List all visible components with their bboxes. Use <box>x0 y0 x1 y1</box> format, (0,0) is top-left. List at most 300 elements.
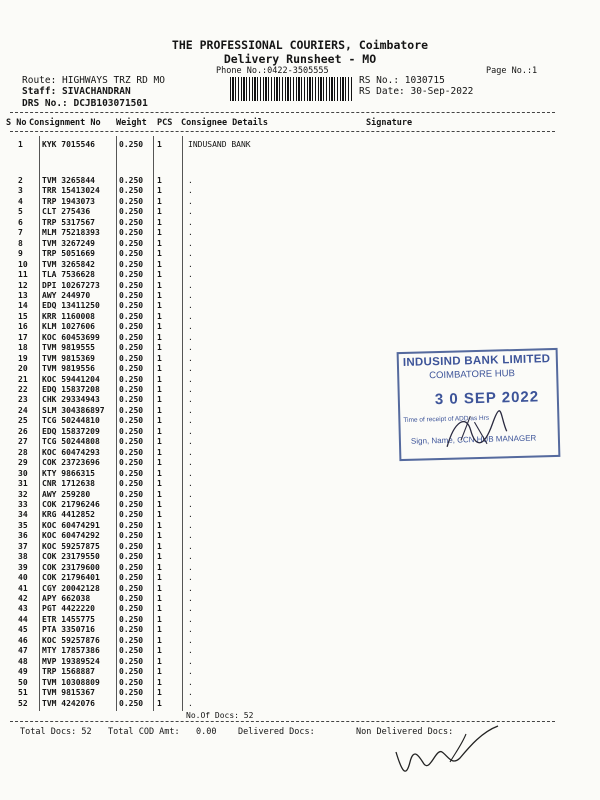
row-sno: 44 <box>18 614 28 624</box>
row-pcs: 1 <box>157 353 162 363</box>
row-sno: 35 <box>18 520 28 530</box>
row-weight: 0.250 <box>119 385 144 394</box>
row-consignment: TVM 4242076 <box>42 698 95 708</box>
table-row <box>0 687 600 698</box>
row-pcs: 1 <box>157 290 162 300</box>
row-sno: 31 <box>18 479 28 489</box>
row-pcs: 1 <box>157 270 162 280</box>
row-consignment: AWY 244970 <box>42 290 91 300</box>
drs-number: DRS No.: DCJB103071501 <box>22 98 148 109</box>
row-pcs: 1 <box>157 541 162 551</box>
rs-number: RS No.: 1030715 <box>359 75 445 86</box>
page-number: Page No.:1 <box>486 66 538 76</box>
row-sno: 39 <box>18 562 28 572</box>
row-weight: 0.250 <box>119 468 144 478</box>
row-consignee: . <box>188 479 193 489</box>
row-consignment: CHK 29334943 <box>42 395 100 405</box>
row-pcs: 1 <box>157 217 162 227</box>
row-consignee: . <box>188 447 193 457</box>
row-consignment: COK 23179550 <box>42 552 100 562</box>
row-consignee: . <box>188 217 193 227</box>
row-consignee: . <box>188 364 193 374</box>
row-consignee: INDUSAND BANK <box>188 140 251 149</box>
row-weight: 0.250 <box>119 489 144 499</box>
row-weight: 0.250 <box>119 395 144 405</box>
row-sno: 11 <box>18 270 28 280</box>
row-pcs: 1 <box>157 374 162 384</box>
row-consignment: TRP 1568887 <box>42 667 95 677</box>
row-sno: 29 <box>18 458 28 468</box>
row-consignment: KOC 60474293 <box>42 447 100 457</box>
row-weight: 0.250 <box>119 625 144 635</box>
table-row <box>0 624 600 635</box>
non-delivered-docs: Non Delivered Docs: <box>356 727 454 737</box>
row-consignee: . <box>188 583 193 593</box>
row-sno: 21 <box>18 374 28 384</box>
row-consignment: EDQ 13411250 <box>42 301 100 311</box>
row-pcs: 1 <box>157 301 162 311</box>
col-pcs: PCS <box>157 118 173 128</box>
row-consignment: PTA 3350716 <box>42 625 95 635</box>
row-consignee: . <box>188 395 193 405</box>
row-weight: 0.250 <box>119 140 144 149</box>
row-sno: 12 <box>18 280 28 290</box>
table-row <box>0 332 600 343</box>
row-consignment: CLT 275436 <box>42 207 91 217</box>
row-weight: 0.250 <box>119 196 144 206</box>
row-weight: 0.250 <box>119 311 144 321</box>
row-pcs: 1 <box>157 186 162 196</box>
row-sno: 22 <box>18 385 28 394</box>
row-weight: 0.250 <box>119 688 144 698</box>
row-weight: 0.250 <box>119 364 144 374</box>
row-pcs: 1 <box>157 176 162 185</box>
table-row <box>0 551 600 562</box>
row-sno: 5 <box>18 207 23 217</box>
row-weight: 0.250 <box>119 207 144 217</box>
table-row <box>0 185 600 196</box>
table-row <box>0 468 600 479</box>
row-sno: 1 <box>18 140 23 149</box>
row-consignee: . <box>188 426 193 436</box>
table-row <box>0 290 600 301</box>
total-cod-value: 0.00 <box>196 727 217 737</box>
row-sno: 46 <box>18 635 28 645</box>
row-pcs: 1 <box>157 343 162 353</box>
row-consignment: COK 21796246 <box>42 499 100 509</box>
row-pcs: 1 <box>157 249 162 259</box>
row-weight: 0.250 <box>119 447 144 457</box>
row-weight: 0.250 <box>119 416 144 426</box>
row-weight: 0.250 <box>119 604 144 614</box>
row-consignment: KOC 59257875 <box>42 541 100 551</box>
row-sno: 3 <box>18 186 23 196</box>
delivered-docs: Delivered Docs: <box>238 727 315 737</box>
row-consignee: . <box>188 552 193 562</box>
row-sno: 36 <box>18 531 28 541</box>
row-weight: 0.250 <box>119 531 144 541</box>
stamp-date: 3 0 SEP 2022 <box>434 388 540 409</box>
no-of-docs: No.Of Docs: 52 <box>186 711 254 720</box>
row-pcs: 1 <box>157 614 162 624</box>
signature-icon <box>390 722 505 784</box>
row-consignment: TVM 3267249 <box>42 238 95 248</box>
row-consignee: . <box>188 531 193 541</box>
row-sno: 45 <box>18 625 28 635</box>
row-consignment: KRG 4412852 <box>42 510 95 520</box>
row-consignee: . <box>188 468 193 478</box>
row-sno: 42 <box>18 594 28 603</box>
row-consignee: . <box>188 656 193 666</box>
row-consignment: MLM 75218393 <box>42 228 100 238</box>
table-row <box>0 457 600 468</box>
row-pcs: 1 <box>157 437 162 447</box>
row-consignment: CGY 20042128 <box>42 583 100 593</box>
row-consignment: KOC 59441204 <box>42 374 100 384</box>
table-row <box>0 656 600 667</box>
row-consignment: MTY 17857386 <box>42 646 100 656</box>
row-weight: 0.250 <box>119 510 144 520</box>
row-pcs: 1 <box>157 625 162 635</box>
row-pcs: 1 <box>157 447 162 457</box>
bank-receipt-stamp <box>397 348 561 461</box>
row-consignee: . <box>188 594 193 603</box>
row-weight: 0.250 <box>119 332 144 342</box>
row-consignee: . <box>188 489 193 499</box>
col-sno: S No <box>6 118 27 128</box>
table-row <box>0 300 600 311</box>
row-consignee: . <box>188 238 193 248</box>
row-sno: 38 <box>18 552 28 562</box>
col-consignment: Consignment No <box>29 118 101 128</box>
row-consignment: AWY 259280 <box>42 489 91 499</box>
row-weight: 0.250 <box>119 573 144 583</box>
row-weight: 0.250 <box>119 228 144 238</box>
row-sno: 15 <box>18 311 28 321</box>
row-weight: 0.250 <box>119 290 144 300</box>
phone-number: Phone No.:0422-3505555 <box>216 66 329 76</box>
row-weight: 0.250 <box>119 520 144 530</box>
row-consignee: . <box>188 437 193 447</box>
table-row <box>0 478 600 489</box>
row-weight: 0.250 <box>119 667 144 677</box>
row-weight: 0.250 <box>119 176 144 185</box>
row-consignee: . <box>188 259 193 269</box>
row-consignment: KOC 60453699 <box>42 332 100 342</box>
staff: Staff: SIVACHANDRAN <box>22 86 131 97</box>
row-consignee: . <box>188 343 193 353</box>
row-consignee: . <box>188 280 193 290</box>
row-sno: 7 <box>18 228 23 238</box>
table-row <box>0 227 600 238</box>
row-consignment: TVM 9815369 <box>42 353 95 363</box>
row-consignment: EDQ 15837208 <box>42 385 100 394</box>
row-consignment: KLM 1027606 <box>42 322 95 332</box>
row-weight: 0.250 <box>119 541 144 551</box>
row-sno: 14 <box>18 301 28 311</box>
row-consignment: TVM 9815367 <box>42 688 95 698</box>
row-pcs: 1 <box>157 573 162 583</box>
row-weight: 0.250 <box>119 583 144 593</box>
row-consignment: KOC 59257876 <box>42 635 100 645</box>
total-docs: Total Docs: 52 <box>20 727 92 737</box>
row-sno: 18 <box>18 343 28 353</box>
row-pcs: 1 <box>157 583 162 593</box>
row-sno: 10 <box>18 259 28 269</box>
row-consignee: . <box>188 688 193 698</box>
table-row <box>0 677 600 688</box>
row-sno: 27 <box>18 437 28 447</box>
row-weight: 0.250 <box>119 405 144 415</box>
row-weight: 0.250 <box>119 353 144 363</box>
table-row <box>0 311 600 322</box>
row-weight: 0.250 <box>119 677 144 687</box>
stamp-hub: COIMBATORE HUB <box>429 368 516 382</box>
row-sno: 25 <box>18 416 28 426</box>
table-row <box>0 196 600 207</box>
row-pcs: 1 <box>157 489 162 499</box>
row-pcs: 1 <box>157 228 162 238</box>
row-consignment: KYK 7015546 <box>42 140 95 149</box>
rs-date: RS Date: 30-Sep-2022 <box>359 86 474 97</box>
row-consignment: EDQ 15837209 <box>42 426 100 436</box>
row-consignee: . <box>188 196 193 206</box>
row-sno: 47 <box>18 646 28 656</box>
row-consignee: . <box>188 405 193 415</box>
row-pcs: 1 <box>157 385 162 394</box>
row-consignee: . <box>188 625 193 635</box>
row-consignment: MVP 19389524 <box>42 656 100 666</box>
route: Route: HIGHWAYS TRZ RD MO <box>22 75 165 86</box>
row-weight: 0.250 <box>119 646 144 656</box>
row-consignee: . <box>188 322 193 332</box>
row-consignment: COK 21796401 <box>42 573 100 583</box>
row-pcs: 1 <box>157 688 162 698</box>
row-consignee: . <box>188 541 193 551</box>
row-pcs: 1 <box>157 405 162 415</box>
row-weight: 0.250 <box>119 343 144 353</box>
row-consignee: . <box>188 458 193 468</box>
stamp-sign-line: Sign, Name, CCN HUB MANAGER <box>410 433 537 446</box>
table-row <box>0 248 600 259</box>
row-sno: 40 <box>18 573 28 583</box>
row-consignee: . <box>188 573 193 583</box>
row-weight: 0.250 <box>119 238 144 248</box>
row-consignment: KOC 60474292 <box>42 531 100 541</box>
row-consignee: . <box>188 499 193 509</box>
row-consignee: . <box>188 249 193 259</box>
row-weight: 0.250 <box>119 656 144 666</box>
row-pcs: 1 <box>157 259 162 269</box>
row-consignee: . <box>188 186 193 196</box>
row-consignment: TLA 7536628 <box>42 270 95 280</box>
row-weight: 0.250 <box>119 594 144 603</box>
table-row <box>0 635 600 646</box>
row-consignment: TRR 15413024 <box>42 186 100 196</box>
table-row <box>0 217 600 228</box>
row-sno: 49 <box>18 667 28 677</box>
row-consignee: . <box>188 353 193 363</box>
row-sno: 6 <box>18 217 23 227</box>
row-sno: 30 <box>18 468 28 478</box>
row-weight: 0.250 <box>119 499 144 509</box>
table-row <box>0 259 600 270</box>
row-consignment: APY 662038 <box>42 594 91 603</box>
table-row <box>0 321 600 332</box>
row-pcs: 1 <box>157 594 162 603</box>
col-signature: Signature <box>366 118 413 128</box>
row-pcs: 1 <box>157 604 162 614</box>
company-title: THE PROFESSIONAL COURIERS, Coimbatore <box>171 38 429 52</box>
row-consignment: TVM 3265844 <box>42 176 95 185</box>
row-pcs: 1 <box>157 238 162 248</box>
row-pcs: 1 <box>157 479 162 489</box>
row-sno: 19 <box>18 353 28 363</box>
row-sno: 4 <box>18 196 23 206</box>
row-pcs: 1 <box>157 322 162 332</box>
table-row <box>0 509 600 520</box>
row-consignment: TCG 50244810 <box>42 416 100 426</box>
table-row <box>0 645 600 656</box>
row-pcs: 1 <box>157 635 162 645</box>
row-consignment: DPI 10267273 <box>42 280 100 290</box>
row-consignment: COK 23723696 <box>42 458 100 468</box>
row-sno: 8 <box>18 238 23 248</box>
row-consignee: . <box>188 520 193 530</box>
document-title: Delivery Runsheet - MO <box>223 52 377 66</box>
row-sno: 13 <box>18 290 28 300</box>
row-pcs: 1 <box>157 677 162 687</box>
row-pcs: 1 <box>157 468 162 478</box>
stamp-time-line: Time of receipt of ADD as Hrs <box>403 414 490 424</box>
row-pcs: 1 <box>157 667 162 677</box>
table-row <box>0 541 600 552</box>
row-pcs: 1 <box>157 280 162 290</box>
row-pcs: 1 <box>157 207 162 217</box>
row-consignment: TVM 3265842 <box>42 259 95 269</box>
stamp-bank-name: INDUSIND BANK LIMITED <box>402 353 551 369</box>
row-consignee: . <box>188 228 193 238</box>
row-sno: 17 <box>18 332 28 342</box>
row-consignment: PGT 4422220 <box>42 604 95 614</box>
row-consignment: TVM 10308809 <box>42 677 100 687</box>
row-weight: 0.250 <box>119 437 144 447</box>
table-row <box>0 614 600 625</box>
row-consignment: KOC 60474291 <box>42 520 100 530</box>
row-pcs: 1 <box>157 698 162 708</box>
row-consignee: . <box>188 510 193 520</box>
row-consignment: SLM 304386897 <box>42 405 105 415</box>
row-pcs: 1 <box>157 510 162 520</box>
table-row <box>0 583 600 594</box>
row-sno: 52 <box>18 698 28 708</box>
row-sno: 9 <box>18 249 23 259</box>
row-pcs: 1 <box>157 656 162 666</box>
row-weight: 0.250 <box>119 301 144 311</box>
row-weight: 0.250 <box>119 374 144 384</box>
row-consignee: . <box>188 416 193 426</box>
table-row <box>0 530 600 541</box>
row-consignment: COK 23179600 <box>42 562 100 572</box>
row-consignment: ETR 1455775 <box>42 614 95 624</box>
row-sno: 51 <box>18 688 28 698</box>
row-sno: 26 <box>18 426 28 436</box>
row-sno: 2 <box>18 176 23 185</box>
row-sno: 32 <box>18 489 28 499</box>
row-pcs: 1 <box>157 332 162 342</box>
row-consignee: . <box>188 290 193 300</box>
row-weight: 0.250 <box>119 186 144 196</box>
row-sno: 33 <box>18 499 28 509</box>
row-pcs: 1 <box>157 395 162 405</box>
row-consignment: TRP 5317567 <box>42 217 95 227</box>
row-weight: 0.250 <box>119 426 144 436</box>
row-sno: 50 <box>18 677 28 687</box>
row-consignee: . <box>188 667 193 677</box>
row-weight: 0.250 <box>119 280 144 290</box>
row-weight: 0.250 <box>119 322 144 332</box>
row-pcs: 1 <box>157 426 162 436</box>
row-consignment: TRP 5051669 <box>42 249 95 259</box>
row-weight: 0.250 <box>119 259 144 269</box>
row-consignee: . <box>188 635 193 645</box>
table-row <box>0 139 600 150</box>
row-sno: 41 <box>18 583 28 593</box>
table-row <box>0 238 600 249</box>
total-cod-label: Total COD Amt: <box>108 727 180 737</box>
row-consignment: TVM 9819555 <box>42 343 95 353</box>
row-pcs: 1 <box>157 562 162 572</box>
row-consignment: TCG 50244808 <box>42 437 100 447</box>
row-weight: 0.250 <box>119 270 144 280</box>
row-sno: 34 <box>18 510 28 520</box>
row-pcs: 1 <box>157 416 162 426</box>
row-pcs: 1 <box>157 499 162 509</box>
table-row <box>0 520 600 531</box>
row-weight: 0.250 <box>119 217 144 227</box>
row-pcs: 1 <box>157 140 162 149</box>
row-sno: 24 <box>18 405 28 415</box>
table-row <box>0 489 600 500</box>
row-pcs: 1 <box>157 458 162 468</box>
row-consignee: . <box>188 604 193 614</box>
row-consignee: . <box>188 301 193 311</box>
row-pcs: 1 <box>157 520 162 530</box>
row-pcs: 1 <box>157 531 162 541</box>
row-pcs: 1 <box>157 196 162 206</box>
stamp-signature-icon <box>440 409 511 455</box>
row-consignee: . <box>188 385 193 394</box>
row-consignee: . <box>188 614 193 624</box>
col-weight: Weight <box>116 118 147 128</box>
row-consignment: CNR 1712638 <box>42 479 95 489</box>
col-consignee: Consignee Details <box>181 118 268 128</box>
row-weight: 0.250 <box>119 552 144 562</box>
row-pcs: 1 <box>157 646 162 656</box>
table-row <box>0 666 600 677</box>
row-sno: 48 <box>18 656 28 666</box>
table-row <box>0 572 600 583</box>
row-weight: 0.250 <box>119 562 144 572</box>
row-consignee: . <box>188 207 193 217</box>
row-weight: 0.250 <box>119 635 144 645</box>
row-weight: 0.250 <box>119 479 144 489</box>
row-pcs: 1 <box>157 552 162 562</box>
row-consignment: KRR 1160008 <box>42 311 95 321</box>
row-consignee: . <box>188 311 193 321</box>
row-consignee: . <box>188 677 193 687</box>
row-sno: 23 <box>18 395 28 405</box>
